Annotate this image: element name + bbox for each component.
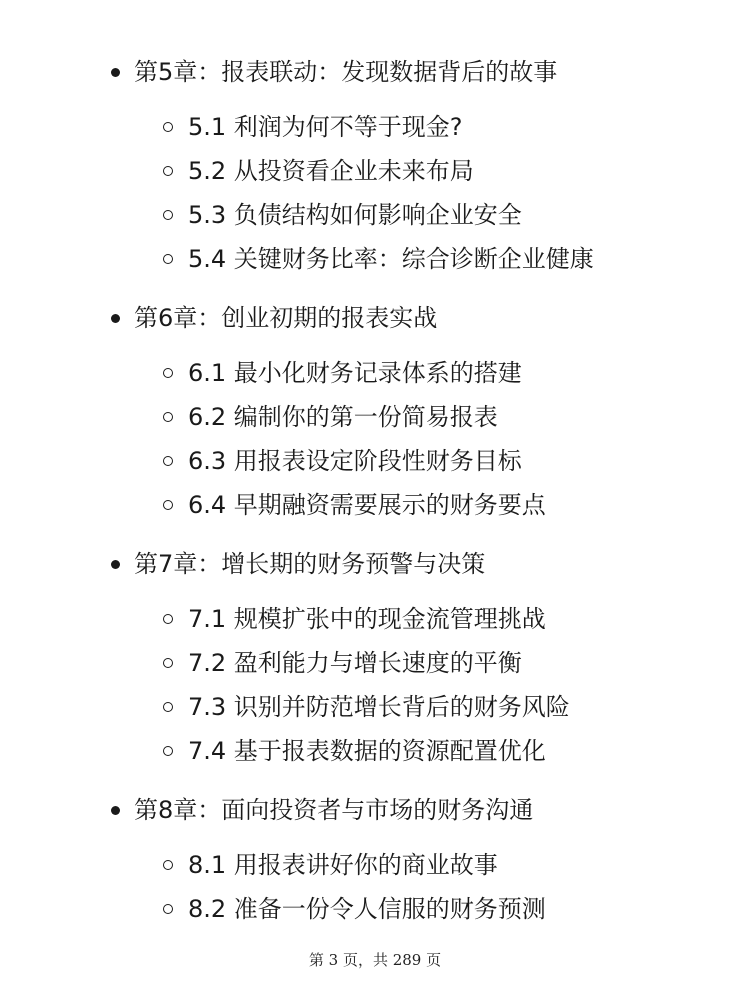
page-number-footer: 第 3 页，共 289 页 xyxy=(308,951,442,969)
section-title: 5.3 负债结构如何影响企业安全 xyxy=(188,201,522,229)
chapter-8 xyxy=(0,792,750,923)
list-item xyxy=(0,356,750,400)
list-item xyxy=(0,646,750,690)
circle-bullet-icon xyxy=(163,254,173,264)
list-item xyxy=(0,198,750,242)
section-title: 5.2 从投资看企业未来布局 xyxy=(188,157,474,185)
list-item xyxy=(0,154,750,198)
section-title: 6.3 用报表设定阶段性财务目标 xyxy=(188,447,522,475)
bullet-dot-icon xyxy=(111,806,120,815)
bullet-dot-icon xyxy=(111,68,120,77)
section-title: 8.2 准备一份令人信服的财务预测 xyxy=(188,895,546,923)
circle-bullet-icon xyxy=(163,500,173,510)
circle-bullet-icon xyxy=(163,658,173,668)
chapter-title: 第7章：增长期的财务预警与决策 xyxy=(134,550,486,578)
chapter-6 xyxy=(0,300,750,519)
section-title: 7.2 盈利能力与增长速度的平衡 xyxy=(188,649,522,677)
list-item xyxy=(0,242,750,286)
section-list xyxy=(0,848,750,936)
section-title: 7.1 规模扩张中的现金流管理挑战 xyxy=(188,605,546,633)
circle-bullet-icon xyxy=(163,614,173,624)
bullet-dot-icon xyxy=(111,314,120,323)
section-title: 7.4 基于报表数据的资源配置优化 xyxy=(188,737,546,765)
chapter-5 xyxy=(0,54,750,273)
chapter-title: 第8章：面向投资者与市场的财务沟通 xyxy=(134,796,534,824)
section-list xyxy=(0,602,750,778)
circle-bullet-icon xyxy=(163,746,173,756)
section-title: 5.1 利润为何不等于现金? xyxy=(188,113,463,141)
circle-bullet-icon xyxy=(163,412,173,422)
chapter-6-heading xyxy=(0,300,750,340)
chapter-7-heading xyxy=(0,546,750,586)
circle-bullet-icon xyxy=(163,166,173,176)
section-title: 6.2 编制你的第一份简易报表 xyxy=(188,403,498,431)
list-item xyxy=(0,734,750,778)
bullet-dot-icon xyxy=(111,560,120,569)
list-item xyxy=(0,848,750,892)
list-item xyxy=(0,488,750,532)
circle-bullet-icon xyxy=(163,122,173,132)
circle-bullet-icon xyxy=(163,860,173,870)
circle-bullet-icon xyxy=(163,210,173,220)
list-item xyxy=(0,400,750,444)
chapter-title: 第6章：创业初期的报表实战 xyxy=(134,304,438,332)
section-title: 6.4 早期融资需要展示的财务要点 xyxy=(188,491,546,519)
circle-bullet-icon xyxy=(163,702,173,712)
section-title: 5.4 关键财务比率：综合诊断企业健康 xyxy=(188,245,594,273)
section-title: 8.1 用报表讲好你的商业故事 xyxy=(188,851,498,879)
chapter-title: 第5章：报表联动：发现数据背后的故事 xyxy=(134,58,558,86)
section-title: 6.1 最小化财务记录体系的搭建 xyxy=(188,359,522,387)
section-list xyxy=(0,356,750,532)
circle-bullet-icon xyxy=(163,368,173,378)
list-item xyxy=(0,444,750,488)
section-title: 7.3 识别并防范增长背后的财务风险 xyxy=(188,693,570,721)
chapter-5-heading xyxy=(0,54,750,94)
list-item xyxy=(0,690,750,734)
chapter-8-heading xyxy=(0,792,750,832)
list-item xyxy=(0,110,750,154)
list-item xyxy=(0,892,750,936)
circle-bullet-icon xyxy=(163,456,173,466)
chapter-7 xyxy=(0,546,750,765)
section-list xyxy=(0,110,750,286)
list-item xyxy=(0,602,750,646)
circle-bullet-icon xyxy=(163,904,173,914)
